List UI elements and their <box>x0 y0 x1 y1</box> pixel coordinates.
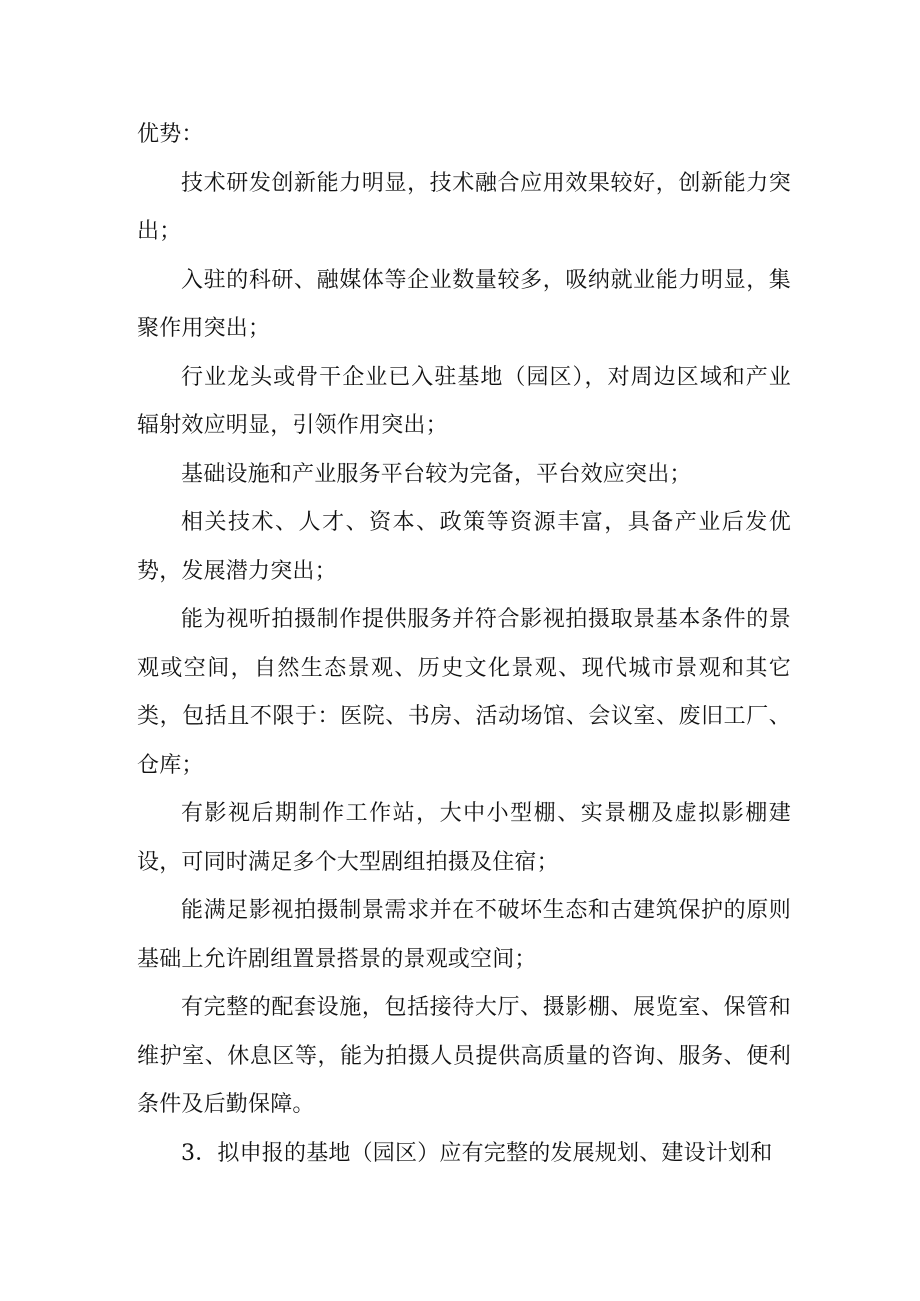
paragraph-item-3-planning: 3．拟申报的基地（园区）应有完整的发展规划、建设计划和 <box>181 1140 773 1166</box>
paragraph-advantages-heading: 优势： <box>137 122 204 147</box>
paragraph-enterprise-clustering: 入驻的科研、融媒体等企业数量较多，吸纳就业能力明显，集聚作用突出； <box>137 267 791 341</box>
paragraph-supporting-facilities: 有完整的配套设施，包括接待大厅、摄影棚、展览室、保管和维护室、休息区等，能为拍摄人员提供高质量的咨询、服务、便利条件及后勤保障。 <box>137 995 791 1117</box>
paragraph-post-production-studios: 有影视后期制作工作站，大中小型棚、实景棚及虚拟影棚建设，可同时满足多个大型剧组拍摄及住宿； <box>137 801 791 875</box>
paragraph-resources-potential: 相关技术、人才、资本、政策等资源丰富，具备产业后发优势，发展潜力突出； <box>137 510 791 584</box>
paragraph-filming-locations: 能为视听拍摄制作提供服务并符合影视拍摄取景基本条件的景观或空间，自然生态景观、历史文化景观、现代城市景观和其它类，包括且不限于：医院、书房、活动场馆、会议室、废旧工厂、仓库； <box>137 607 791 778</box>
paragraph-industry-leadership: 行业龙头或骨干企业已入驻基地（园区），对周边区域和产业辐射效应明显，引领作用突出； <box>137 364 791 438</box>
document-body <box>137 111 791 1178</box>
paragraph-tech-innovation: 技术研发创新能力明显，技术融合应用效果较好，创新能力突出； <box>137 170 791 244</box>
paragraph-set-construction: 能满足影视拍摄制景需求并在不破坏生态和古建筑保护的原则基础上允许剧组置景搭景的景观或空间； <box>137 898 791 972</box>
paragraph-infrastructure-platform: 基础设施和产业服务平台较为完备，平台效应突出； <box>181 461 692 487</box>
